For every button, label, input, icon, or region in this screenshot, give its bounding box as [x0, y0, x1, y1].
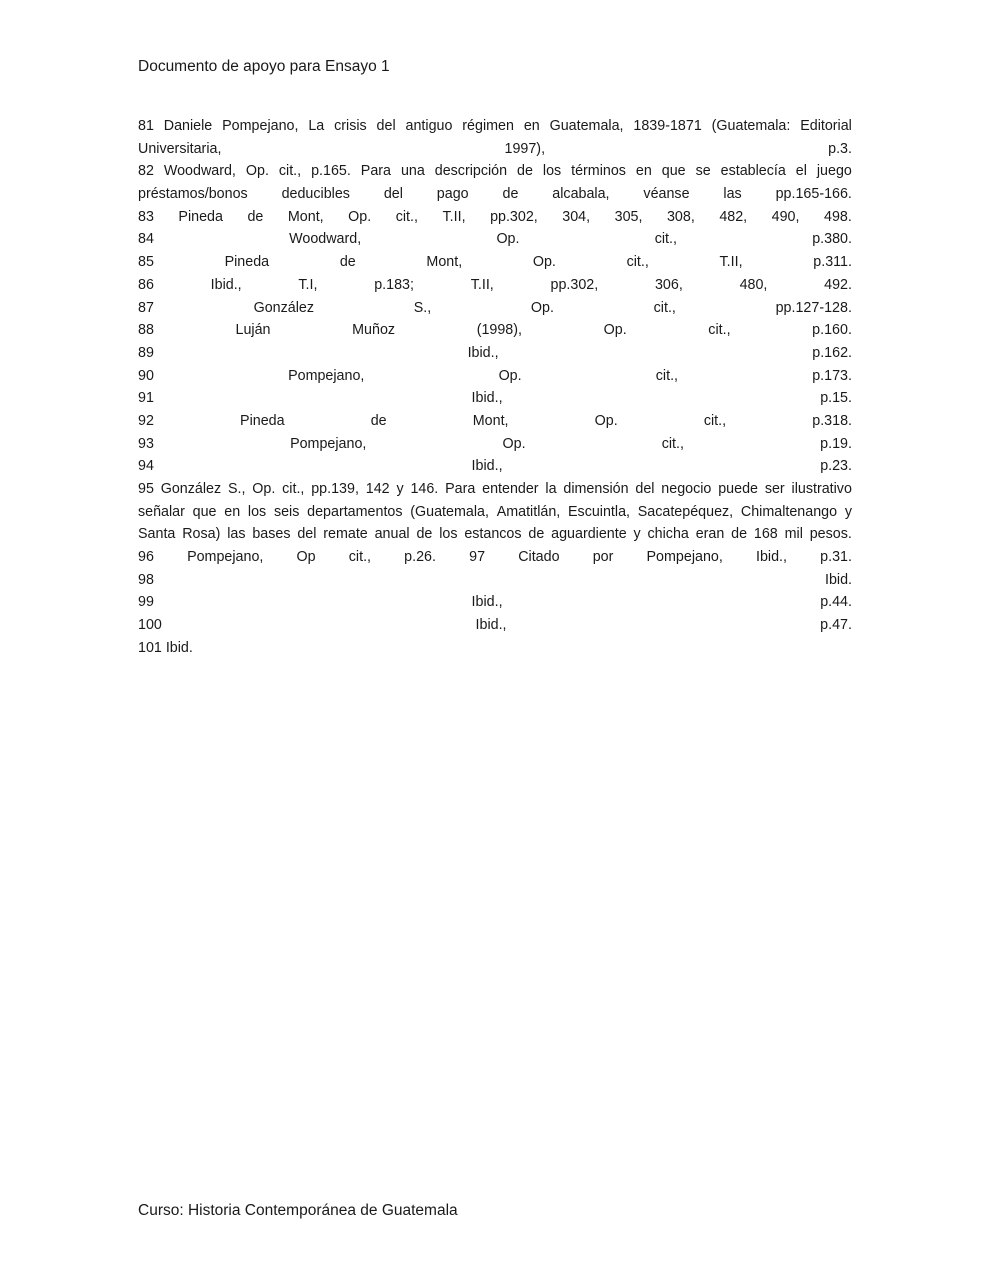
footnote-word: las: [227, 526, 246, 543]
footnote-word: por: [592, 549, 614, 566]
footnote-word: eran: [695, 526, 725, 543]
footnote-line: [138, 478, 852, 501]
footnote-word: cit.,: [708, 322, 731, 339]
footnote-word: Luján: [235, 322, 271, 339]
footnote-word: Pompejano,: [288, 367, 365, 384]
footnote-word: 97: [469, 549, 486, 566]
footnote-word: que: [661, 163, 686, 180]
footnote-word: p.47.: [820, 617, 852, 634]
footnote-word: 99: [138, 594, 154, 611]
footnote-word: antiguo: [405, 118, 453, 134]
footnote-word: del: [383, 186, 403, 203]
footnote-word: negocio: [661, 481, 712, 497]
footnote-word: 93: [138, 435, 154, 452]
footnote-word: p.183;: [374, 276, 414, 293]
footnote-line: [138, 637, 852, 660]
footnote-line: [138, 274, 852, 297]
footnote-word: 96: [138, 549, 154, 566]
footnote-line: [138, 501, 852, 524]
footnote-word: Op.: [245, 163, 269, 180]
footnote-word: Universitaria,: [138, 140, 222, 157]
footnotes-list: [138, 115, 852, 660]
footnote-word: 94: [138, 458, 154, 475]
footnote-word: las: [723, 186, 742, 203]
footnote-word: Mont,: [426, 254, 463, 271]
footnote-word: en: [635, 163, 652, 180]
footnote-word: entender: [482, 481, 539, 497]
footnote-word: Ibid.,: [467, 344, 499, 361]
footnote-word: el: [795, 163, 807, 180]
footnote-word: Pineda: [178, 208, 223, 225]
footnote-word: Op.: [530, 299, 554, 316]
footnote-word: p.3.: [828, 140, 852, 157]
footnote-word: Pineda: [240, 412, 285, 429]
footnote-word: anual: [374, 526, 410, 543]
footnote-word: 86: [138, 276, 154, 293]
footnote-word: Op.: [532, 254, 556, 271]
footnote-word: T.I,: [298, 276, 318, 293]
footnote-word: S.,: [227, 481, 246, 497]
footnote-word: Pompejano,: [187, 549, 264, 566]
footnote-word: establecía: [720, 163, 786, 180]
footnote-line: [138, 410, 852, 433]
footnote-word: 90: [138, 367, 154, 384]
footnote-word: (Guatemala:: [711, 118, 791, 134]
footnote-word: Ibid.,: [475, 617, 507, 634]
footnote-word: de: [416, 526, 433, 543]
footnote-word: Ibid.,: [471, 390, 503, 407]
footnote-word: Guatemala,: [549, 118, 624, 134]
footnote-word: cit.,: [348, 549, 372, 566]
footnote-word: 492.: [824, 276, 852, 293]
footnote-word: p.31.: [820, 549, 852, 566]
footnote-word: cit.,: [703, 412, 727, 429]
footnote-word: González: [253, 299, 315, 316]
footnote-word: 482,: [719, 208, 748, 225]
footnote-word: de: [528, 526, 545, 543]
footnote-word: 305,: [614, 208, 643, 225]
footnote-word: pago: [436, 186, 469, 203]
footnote-word: Daniele: [163, 118, 213, 134]
footnote-word: p.173.: [812, 367, 852, 384]
footnote-word: Op.: [496, 231, 520, 248]
footnote-line: [138, 228, 852, 251]
footnote-word: de: [502, 186, 519, 203]
footnote-word: Pompejano,: [222, 118, 299, 134]
footnote-word: p.23.: [820, 458, 852, 475]
footnote-word: en: [224, 503, 241, 520]
footnote-word: Op: [296, 549, 316, 566]
footnote-word: Ibid.,: [471, 458, 503, 475]
footnote-word: y: [844, 503, 852, 520]
footnote-line: [138, 319, 852, 342]
footnote-word: deducibles: [281, 186, 350, 203]
footnote-line: [138, 546, 852, 569]
footnote-word: 1997),: [504, 140, 546, 157]
footnote-line: [138, 115, 852, 138]
footnote-word: p.311.: [813, 254, 852, 271]
footnote-word: Op.: [502, 435, 526, 452]
footnote-word: Sacatepéquez,: [637, 503, 734, 520]
footnote-word: aguardiente: [551, 526, 627, 543]
footnote-word: p.26.: [404, 549, 436, 566]
footnote-word: 85: [138, 254, 154, 271]
footnote-word: préstamos/bonos: [138, 186, 248, 203]
footnote-word: (Guatemala,: [410, 503, 489, 520]
footnote-word: pp.127-128.: [775, 299, 852, 316]
footnote-line: [138, 523, 852, 546]
footnote-word: cit.,: [653, 299, 676, 316]
footnote-word: 146.: [410, 481, 439, 497]
footnote-word: p.162.: [812, 344, 852, 361]
footnote-word: González: [160, 481, 222, 497]
footnote-word: ilustrativo: [791, 481, 852, 497]
footnote-word: 84: [138, 231, 154, 248]
footnote-line: [138, 160, 852, 183]
footnote-word: 498.: [824, 208, 852, 225]
footnote-word: de: [247, 208, 264, 225]
footnote-word: términos: [571, 163, 626, 180]
footnote-word: Op.: [498, 367, 522, 384]
footnote-word: 100: [138, 617, 162, 634]
footnote-word: 308,: [666, 208, 695, 225]
footnote-word: del: [376, 118, 396, 134]
footnote-word: seis: [273, 503, 300, 520]
footnote-word: Woodward,: [163, 163, 236, 180]
footnote-word: ser: [764, 481, 785, 497]
footnote-word: 101 Ibid.: [138, 639, 193, 656]
footnote-word: se: [695, 163, 711, 180]
footnote-word: cit.,: [282, 481, 305, 497]
footnote-word: de: [370, 412, 387, 429]
footnote-word: Op.: [348, 208, 372, 225]
footnote-line: [138, 569, 852, 592]
footnote-word: Op.: [603, 322, 627, 339]
footnote-word: Para: [445, 481, 476, 497]
footnote-line: [138, 455, 852, 478]
footnote-word: Ibid.: [824, 571, 852, 588]
footnote-word: cit.,: [395, 208, 418, 225]
footnote-word: los: [247, 503, 267, 520]
footnote-word: T.II,: [470, 276, 494, 293]
footnote-word: Woodward,: [289, 231, 362, 248]
footnote-line: [138, 387, 852, 410]
footnote-word: Amatitlán,: [496, 503, 561, 520]
footnote-word: y: [633, 526, 641, 543]
footnote-word: estancos: [464, 526, 522, 543]
footnote-word: Escuintla,: [568, 503, 630, 520]
footnote-word: Ibid.,: [755, 549, 787, 566]
footnote-word: 91: [138, 390, 154, 407]
footnote-word: 98: [138, 571, 154, 588]
footnote-word: Santa: [138, 526, 176, 543]
footnote-word: Para: [360, 163, 391, 180]
footnote-word: Op.: [252, 481, 276, 497]
footnote-word: de: [517, 163, 533, 180]
footnote-word: régimen: [462, 118, 514, 134]
footnote-word: Pompejano,: [290, 435, 367, 452]
footnote-word: T.II,: [442, 208, 466, 225]
footnote-word: p.318.: [812, 412, 852, 429]
footnote-word: 81: [138, 118, 154, 134]
footnote-word: de: [339, 254, 356, 271]
footnote-word: pp.165-166.: [775, 186, 852, 203]
footnote-word: S.,: [413, 299, 432, 316]
footnote-word: del: [297, 526, 317, 543]
footnote-word: véanse: [643, 186, 690, 203]
footnote-word: cit.,: [655, 367, 679, 384]
footnote-word: alcabala,: [552, 186, 610, 203]
page-header: Documento de apoyo para Ensayo 1: [138, 58, 390, 75]
footnote-word: pesos.: [809, 526, 852, 543]
footnote-word: La: [308, 118, 325, 134]
footnote-word: Chimaltenango: [740, 503, 838, 520]
footnote-word: y: [396, 481, 404, 497]
footnote-word: 87: [138, 299, 154, 316]
footnote-word: cit.,: [654, 231, 677, 248]
footnote-word: que: [192, 503, 217, 520]
footnote-word: chicha: [647, 526, 689, 543]
footnote-word: 82: [138, 163, 154, 180]
footnote-word: p.19.: [820, 435, 852, 452]
footnote-word: p.165.: [311, 163, 351, 180]
footnote-word: 304,: [562, 208, 591, 225]
footnote-word: 92: [138, 412, 154, 429]
footnote-word: Mont,: [472, 412, 509, 429]
footnote-line: [138, 342, 852, 365]
footnote-word: Editorial: [800, 118, 852, 134]
footnote-word: Op.: [594, 412, 618, 429]
footnote-line: [138, 183, 852, 206]
footnote-word: cit.,: [626, 254, 649, 271]
footnote-word: una: [400, 163, 425, 180]
footnote-word: bases: [252, 526, 291, 543]
footnote-line: [138, 251, 852, 274]
footnote-word: 306,: [654, 276, 683, 293]
footnote-word: pp.302,: [490, 208, 538, 225]
footnote-word: (1998),: [476, 322, 522, 339]
footnote-word: 490,: [771, 208, 800, 225]
footnote-word: Muñoz: [352, 322, 396, 339]
footnote-line: [138, 433, 852, 456]
footnote-word: los: [542, 163, 562, 180]
footnote-word: T.II,: [719, 254, 743, 271]
footnote-word: Ibid.,: [471, 594, 503, 611]
footnote-word: mil: [784, 526, 803, 543]
footnote-line: [138, 591, 852, 614]
footnote-word: en: [523, 118, 540, 134]
footnote-word: 480,: [739, 276, 768, 293]
footnote-word: 89: [138, 344, 154, 361]
footnote-word: 88: [138, 322, 154, 339]
footnote-word: Mont,: [287, 208, 324, 225]
footnote-word: los: [439, 526, 458, 543]
footnote-word: p.160.: [812, 322, 852, 339]
footnote-word: Pompejano,: [646, 549, 723, 566]
footnote-word: 1839-1871: [633, 118, 702, 134]
footnote-word: pp.139,: [311, 481, 359, 497]
footnote-word: 142: [365, 481, 390, 497]
footnote-word: remate: [323, 526, 368, 543]
footnote-word: puede: [718, 481, 758, 497]
page-footer: Curso: Historia Contemporánea de Guatemala: [138, 1202, 458, 1219]
footnote-word: cit.,: [661, 435, 684, 452]
footnote-line: [138, 206, 852, 229]
footnote-word: Citado: [518, 549, 560, 566]
footnote-word: p.44.: [820, 594, 852, 611]
footnote-word: descripción: [434, 163, 508, 180]
footnote-word: departamentos: [307, 503, 403, 520]
footnote-word: 83: [138, 208, 154, 225]
footnote-word: señalar: [138, 503, 185, 520]
footnote-word: juego: [816, 163, 852, 180]
footnote-word: pp.302,: [550, 276, 599, 293]
footnote-word: p.380.: [812, 231, 852, 248]
footnote-line: [138, 297, 852, 320]
footnote-word: dimensión: [563, 481, 629, 497]
footnote-word: del: [635, 481, 655, 497]
footnote-word: 95: [138, 481, 154, 497]
footnote-word: p.15.: [820, 390, 852, 407]
footnote-word: la: [545, 481, 557, 497]
footnote-word: Ibid.,: [210, 276, 242, 293]
footnote-word: crisis: [334, 118, 367, 134]
footnote-word: Rosa): [182, 526, 221, 543]
footnote-line: [138, 138, 852, 161]
footnote-word: cit.,: [278, 163, 302, 180]
footnote-word: de: [731, 526, 748, 543]
footnote-word: Pineda: [224, 254, 270, 271]
footnote-word: 168: [753, 526, 778, 543]
footnote-line: [138, 614, 852, 637]
footnote-line: [138, 365, 852, 388]
